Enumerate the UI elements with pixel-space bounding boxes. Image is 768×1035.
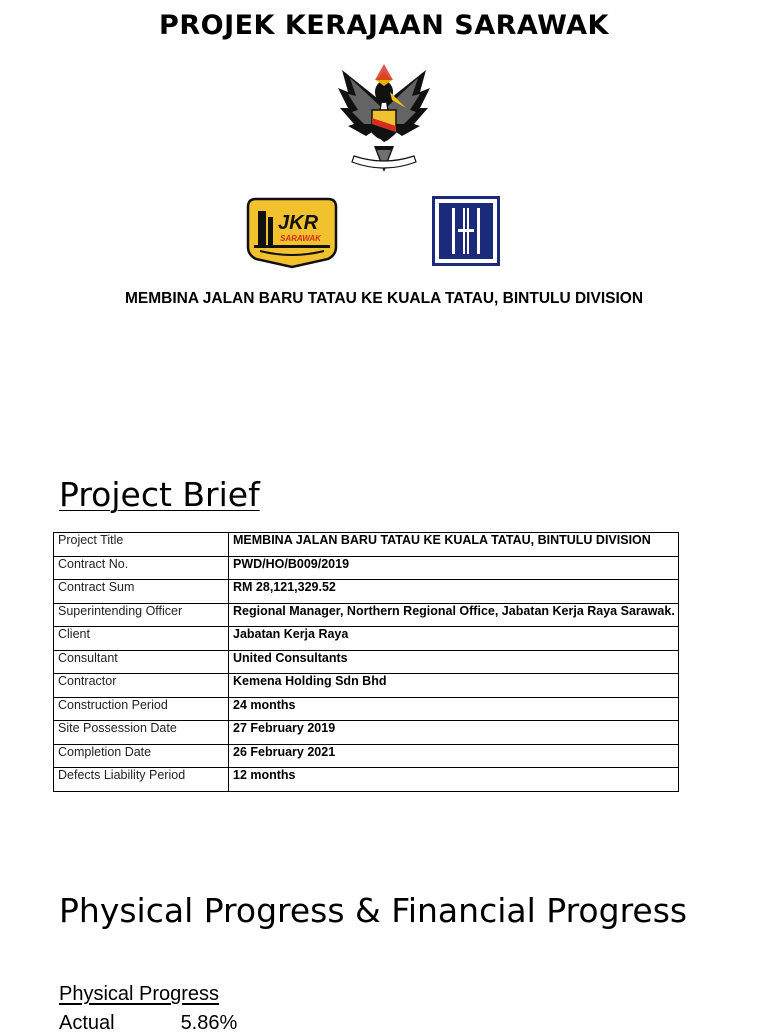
physical-progress-heading: Physical Progress [59, 983, 220, 1005]
row-label: Project Title [54, 533, 229, 557]
table-row [54, 533, 679, 557]
row-label: Consultant [54, 650, 229, 674]
row-label: Contract No. [54, 556, 229, 580]
table-row [54, 721, 679, 745]
project-brief-table [53, 532, 679, 792]
hh-company-logo [432, 196, 500, 266]
table-row [54, 627, 679, 651]
row-label: Site Possession Date [54, 721, 229, 745]
row-value: Regional Manager, Northern Regional Office, Jabatan Kerja Raya Sarawak. [229, 603, 679, 627]
table-row [54, 580, 679, 604]
table-row [54, 556, 679, 580]
row-label: Contract Sum [54, 580, 229, 604]
jkr-logo-text: JKR [278, 212, 319, 234]
row-value: Jabatan Kerja Raya [229, 627, 679, 651]
project-brief-heading: Project Brief [59, 475, 260, 514]
actual-progress-value: 5.86% [180, 1012, 238, 1034]
row-value: Kemena Holding Sdn Bhd [229, 674, 679, 698]
table-row [54, 744, 679, 768]
jkr-logo-subtext: SARAWAK [280, 234, 321, 243]
row-label: Client [54, 627, 229, 651]
row-label: Completion Date [54, 744, 229, 768]
row-value: 24 months [229, 697, 679, 721]
jkr-sarawak-logo [246, 197, 338, 269]
row-value: 27 February 2019 [229, 721, 679, 745]
table-row [54, 768, 679, 792]
table-row [54, 603, 679, 627]
row-value: United Consultants [229, 650, 679, 674]
page-title: PROJEK KERAJAAN SARAWAK [159, 10, 609, 41]
row-value: PWD/HO/B009/2019 [229, 556, 679, 580]
row-label: Superintending Officer [54, 603, 229, 627]
row-value: 26 February 2021 [229, 744, 679, 768]
progress-heading: Physical Progress & Financial Progress [59, 891, 688, 930]
row-value: 12 months [229, 768, 679, 792]
project-name: MEMBINA JALAN BARU TATAU KE KUALA TATAU, BINTULU DIVISION [124, 290, 644, 307]
row-value: MEMBINA JALAN BARU TATAU KE KUALA TATAU, BINTULU DIVISION [229, 533, 679, 557]
row-label: Construction Period [54, 697, 229, 721]
row-label: Contractor [54, 674, 229, 698]
actual-progress-label: Actual [59, 1012, 115, 1034]
row-value: RM 28,121,329.52 [229, 580, 679, 604]
table-row [54, 674, 679, 698]
table-row [54, 650, 679, 674]
table-row [54, 697, 679, 721]
row-label: Defects Liability Period [54, 768, 229, 792]
sarawak-coat-of-arms-icon [334, 62, 434, 182]
